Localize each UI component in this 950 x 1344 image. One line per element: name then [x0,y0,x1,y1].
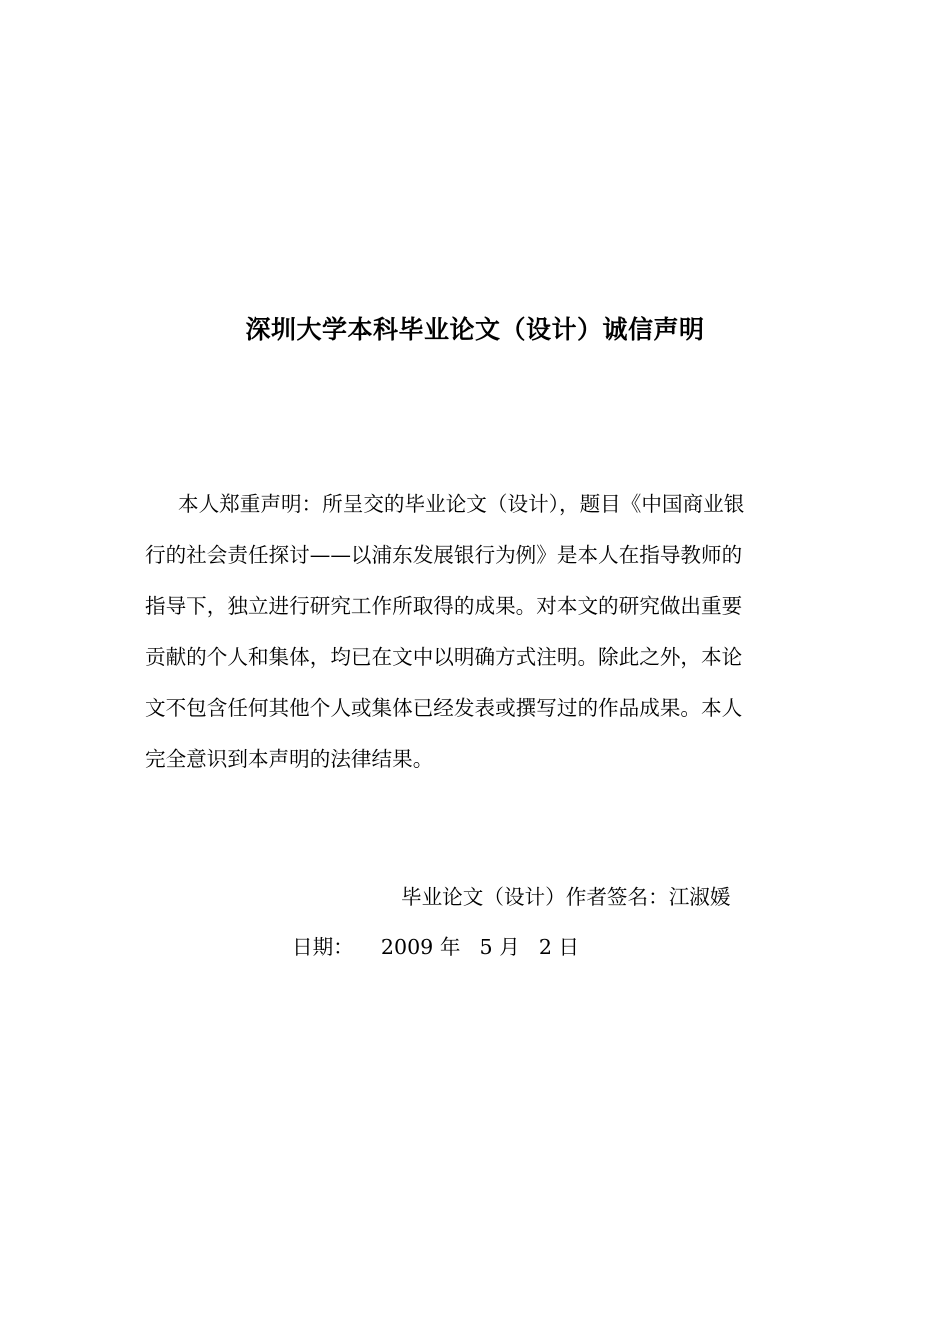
body-line: 本人郑重声明：所呈交的毕业论文（设计），题目《中国商业银 [178,492,745,516]
date-month: 5 [479,935,493,959]
signature-label: 毕业论文（设计）作者签名： [401,885,669,909]
body-line: 文不包含任何其他个人或集体已经发表或撰写过的作品成果。本人 [145,696,743,720]
date-year-unit: 年 [439,935,461,959]
page-title: 深圳大学本科毕业论文（设计）诚信声明 [245,315,705,344]
date-day: 2 [538,935,552,959]
signature-name: 江淑媛 [668,885,731,909]
body-line: 指导下，独立进行研究工作所取得的成果。对本文的研究做出重要 [145,594,743,618]
body-line: 行的社会责任探讨——以浦东发展银行为例》是本人在指导教师的 [145,543,743,567]
date-line [292,930,579,960]
date-year: 2009 [380,935,434,959]
body-line: 完全意识到本声明的法律结果。 [145,747,434,771]
signature-line [401,880,731,910]
date-day-unit: 日 [558,935,580,959]
date-label: 日期： [292,935,354,959]
declaration-body [145,479,807,785]
body-line: 贡献的个人和集体，均已在文中以明确方式注明。除此之外，本论 [145,645,743,669]
date-month-unit: 月 [499,935,520,959]
